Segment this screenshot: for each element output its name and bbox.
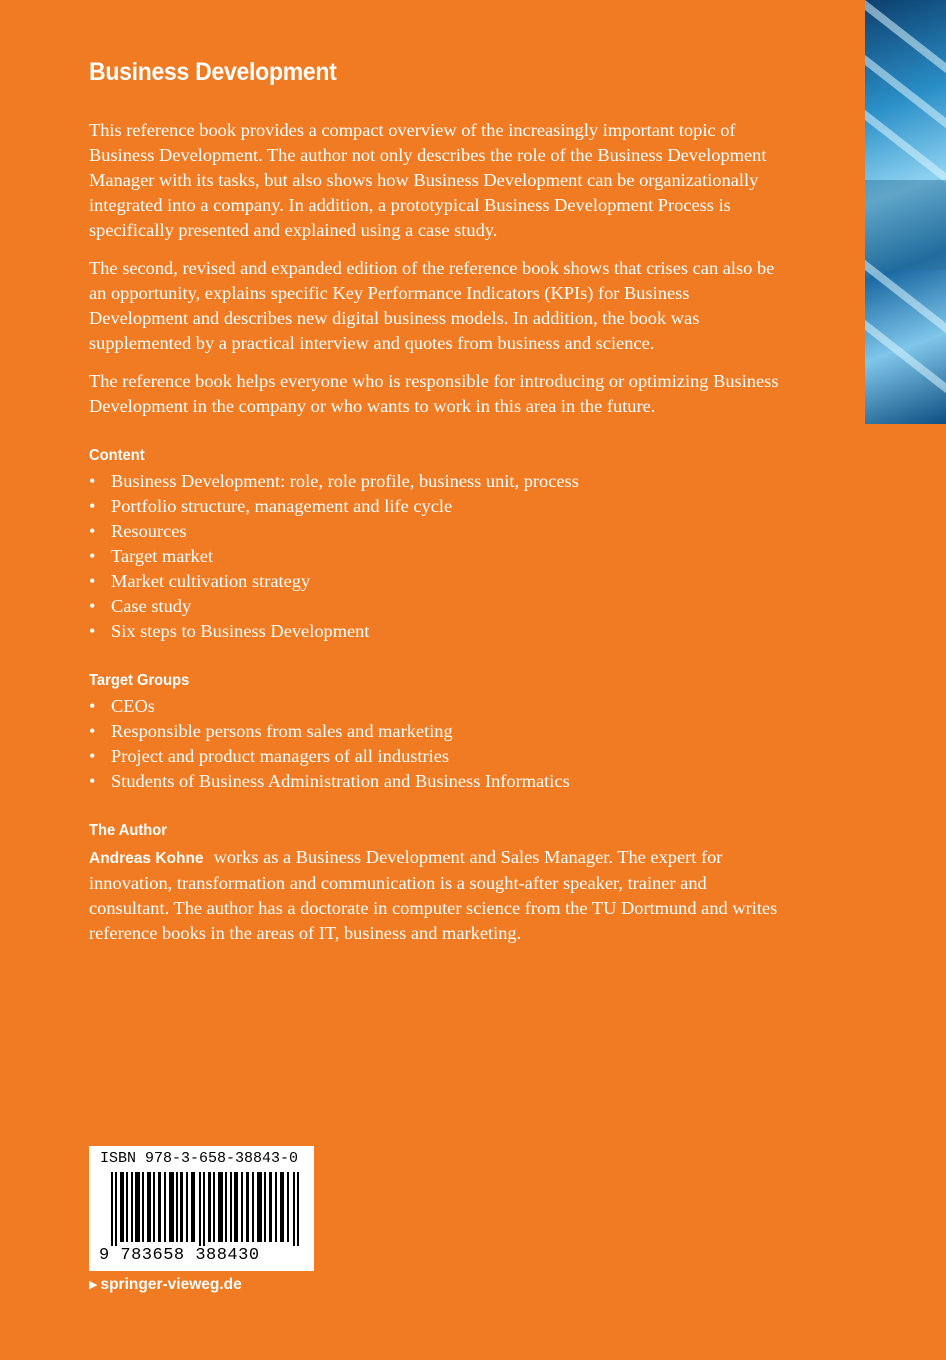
target-groups-list bbox=[89, 694, 570, 794]
bullet-icon: • bbox=[89, 496, 96, 516]
publisher-link[interactable] bbox=[89, 1276, 242, 1294]
isbn-barcode bbox=[89, 1146, 314, 1271]
bullet-icon: • bbox=[89, 521, 96, 541]
list-item: • Six steps to Business Development bbox=[89, 619, 579, 644]
description-paragraph-1: This reference book provides a compact overview of the increasingly important topic of Business Development. The author not only describes the role of the Business Development Manager with its tasks, but also shows how Business Development can be organizationally integrated into a company. In addition, a prototypical Business Development Process is specifically presented and explained using a case study. bbox=[89, 120, 767, 240]
list-item: • Portfolio structure, management and life cycle bbox=[89, 494, 579, 519]
target-groups-heading: Target Groups bbox=[89, 672, 190, 689]
content-heading: Content bbox=[89, 447, 145, 464]
author-name: Andreas Kohne bbox=[89, 850, 204, 867]
bullet-icon: • bbox=[89, 696, 96, 716]
barcode-bars-icon bbox=[111, 1172, 301, 1250]
bullet-icon: • bbox=[89, 721, 96, 741]
author-bio bbox=[89, 845, 779, 946]
list-item: • Case study bbox=[89, 594, 579, 619]
list-item: • Resources bbox=[89, 519, 579, 544]
bullet-icon: • bbox=[89, 571, 96, 591]
bullet-icon: • bbox=[89, 771, 96, 791]
list-item: • Students of Business Administration and Business Informatics bbox=[89, 769, 570, 794]
author-heading: The Author bbox=[89, 822, 167, 839]
list-item: • Target market bbox=[89, 544, 579, 569]
book-title: Business Development bbox=[89, 58, 337, 86]
content-list bbox=[89, 469, 579, 644]
list-item: • Project and product managers of all industries bbox=[89, 744, 570, 769]
publisher-url: springer-vieweg.de bbox=[100, 1276, 242, 1293]
list-item: • Responsible persons from sales and marketing bbox=[89, 719, 570, 744]
list-item: • CEOs bbox=[89, 694, 570, 719]
cover-photo-strip bbox=[865, 0, 946, 424]
list-item: • Market cultivation strategy bbox=[89, 569, 579, 594]
triangle-right-icon: ▶ bbox=[89, 1279, 98, 1291]
description-paragraph-2: The second, revised and expanded edition of the reference book shows that crises can also be an opportunity, explains specific Key Performance Indicators (KPIs) for Business Development and describes new digital business models. In addition, the book was supplemented by a practical interview and quotes from business and science. bbox=[89, 258, 775, 353]
back-cover-content bbox=[89, 58, 779, 943]
author-bio-text: works as a Business Development and Sales Manager. The expert for innovation, transformation and communication is a sought-after speaker, trainer and consultant. The author has a doctorate in computer science from the TU Dortmund and writes reference books in the areas of IT, business and marketing. bbox=[89, 847, 778, 943]
list-item: • Business Development: role, role profile, business unit, process bbox=[89, 469, 579, 494]
description-paragraph-3: The reference book helps everyone who is responsible for introducing or optimizing Business Development in the company or who wants to work in this area in the future. bbox=[89, 371, 779, 416]
barcode-digits: 9 783658 388430 bbox=[99, 1246, 309, 1265]
bullet-icon: • bbox=[89, 546, 96, 566]
bullet-icon: • bbox=[89, 621, 96, 641]
isbn-label: ISBN 978-3-658-38843-0 bbox=[100, 1150, 299, 1167]
bullet-icon: • bbox=[89, 746, 96, 766]
bullet-icon: • bbox=[89, 596, 96, 616]
bullet-icon: • bbox=[89, 471, 96, 491]
